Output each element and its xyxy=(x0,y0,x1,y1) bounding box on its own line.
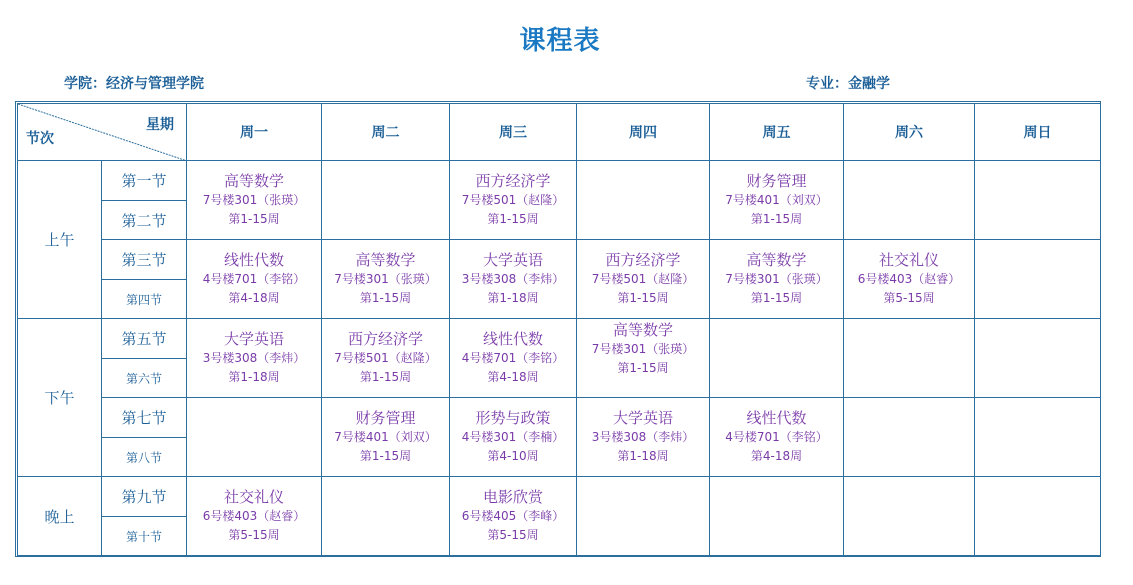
course-name: 高等数学 xyxy=(612,321,673,339)
empty-cell xyxy=(975,398,1101,477)
course-name: 社交礼仪 xyxy=(223,487,284,506)
course-weeks: 第4-18周 xyxy=(228,290,280,305)
course-room: 3号楼308（李炜） xyxy=(461,271,565,286)
course-weeks: 第1-15周 xyxy=(228,211,280,226)
course-name: 线性代数 xyxy=(482,329,543,348)
empty-cell xyxy=(975,319,1101,398)
empty-cell xyxy=(322,161,450,240)
course-name: 高等数学 xyxy=(746,250,807,269)
course-room: 7号楼301（张瑛） xyxy=(334,271,437,286)
period-label: 第十节 xyxy=(102,517,187,556)
corner-cell xyxy=(18,104,187,161)
course-cell xyxy=(187,161,322,240)
session-evening: 晚上 xyxy=(18,477,102,556)
empty-cell xyxy=(322,477,450,556)
course-weeks: 第1-15周 xyxy=(750,211,803,226)
course-weeks: 第1-15周 xyxy=(750,290,803,305)
day-header: 周日 xyxy=(975,104,1101,161)
timetable xyxy=(17,103,1101,556)
course-room: 3号楼308（李炜） xyxy=(202,350,306,365)
empty-cell xyxy=(844,477,975,556)
course-name: 电影欣赏 xyxy=(482,487,543,506)
empty-cell xyxy=(187,398,322,477)
empty-cell xyxy=(975,161,1101,240)
course-cell xyxy=(577,398,710,477)
course-name: 大学英语 xyxy=(223,329,284,348)
empty-cell xyxy=(577,161,710,240)
period-label: 第四节 xyxy=(102,280,187,319)
course-room: 4号楼701（李铭） xyxy=(202,271,306,286)
period-label: 第一节 xyxy=(102,161,187,201)
course-weeks: 第1-15周 xyxy=(617,361,669,375)
course-weeks: 第1-15周 xyxy=(359,369,412,384)
course-room: 7号楼501（赵隆） xyxy=(461,192,565,207)
course-cell xyxy=(710,161,844,240)
course-weeks: 第4-18周 xyxy=(750,448,803,463)
empty-cell xyxy=(975,240,1101,319)
table-row xyxy=(18,477,1101,517)
period-label: 第九节 xyxy=(102,477,187,517)
course-weeks: 第1-18周 xyxy=(487,290,539,305)
empty-cell xyxy=(710,477,844,556)
course-cell xyxy=(577,240,710,319)
course-name: 线性代数 xyxy=(746,408,807,427)
course-name: 西方经济学 xyxy=(605,250,681,269)
course-cell xyxy=(577,319,710,398)
course-room: 7号楼301（张瑛） xyxy=(202,192,306,207)
course-cell xyxy=(322,398,450,477)
period-label: 节次 xyxy=(26,131,54,147)
period-label: 第二节 xyxy=(102,201,187,240)
table-row xyxy=(18,319,1101,359)
course-room: 4号楼701（李铭） xyxy=(461,350,565,365)
college-label: 学院：经济与管理学院 xyxy=(64,76,204,92)
period-label: 第五节 xyxy=(102,319,187,359)
course-name: 西方经济学 xyxy=(475,171,551,190)
session-afternoon: 下午 xyxy=(18,319,102,477)
empty-cell xyxy=(844,319,975,398)
empty-cell xyxy=(577,477,710,556)
course-weeks: 第1-15周 xyxy=(359,290,412,305)
header-row xyxy=(18,104,1101,161)
course-weeks: 第4-10周 xyxy=(487,448,539,463)
course-weeks: 第4-18周 xyxy=(487,369,539,384)
course-room: 7号楼401（刘双） xyxy=(334,429,437,444)
empty-cell xyxy=(975,477,1101,556)
course-room: 7号楼401（刘双） xyxy=(725,192,828,207)
day-header: 周三 xyxy=(450,104,577,161)
page-title: 课程表 xyxy=(519,26,601,56)
course-room: 7号楼301（张瑛） xyxy=(591,342,695,356)
course-name: 高等数学 xyxy=(223,171,284,190)
course-room: 4号楼301（李楠） xyxy=(461,429,565,444)
course-weeks: 第1-15周 xyxy=(617,290,669,305)
course-room: 6号楼403（赵睿） xyxy=(857,271,961,286)
table-row xyxy=(18,161,1101,201)
course-cell xyxy=(450,240,577,319)
course-name: 线性代数 xyxy=(223,250,284,269)
day-header: 周一 xyxy=(187,104,322,161)
period-label: 第六节 xyxy=(102,359,187,398)
day-header: 周四 xyxy=(577,104,710,161)
course-room: 3号楼308（李炜） xyxy=(591,429,695,444)
course-room: 6号楼403（赵睿） xyxy=(202,508,306,523)
course-name: 大学英语 xyxy=(482,250,543,269)
course-room: 4号楼701（李铭） xyxy=(725,429,828,444)
course-name: 西方经济学 xyxy=(347,329,423,348)
course-cell xyxy=(844,240,975,319)
course-name: 高等数学 xyxy=(355,250,416,269)
course-cell xyxy=(450,319,577,398)
course-cell xyxy=(322,319,450,398)
course-weeks: 第5-15周 xyxy=(487,527,539,542)
day-header: 周五 xyxy=(710,104,844,161)
course-room: 6号楼405（李峰） xyxy=(461,508,565,523)
course-cell xyxy=(187,477,322,556)
course-weeks: 第5-15周 xyxy=(883,290,935,305)
course-weeks: 第1-18周 xyxy=(617,448,669,463)
empty-cell xyxy=(844,398,975,477)
table-row xyxy=(18,240,1101,280)
course-cell xyxy=(710,398,844,477)
course-weeks: 第1-18周 xyxy=(228,369,280,384)
course-weeks: 第1-15周 xyxy=(359,448,412,463)
session-morning: 上午 xyxy=(18,161,102,319)
period-label: 第八节 xyxy=(102,438,187,477)
day-header: 周六 xyxy=(844,104,975,161)
course-name: 形势与政策 xyxy=(475,408,551,427)
period-label: 第三节 xyxy=(102,240,187,280)
course-name: 财务管理 xyxy=(355,408,416,427)
course-cell xyxy=(710,240,844,319)
course-cell xyxy=(450,398,577,477)
table-row xyxy=(18,398,1101,438)
course-cell xyxy=(322,240,450,319)
course-weeks: 第1-15周 xyxy=(487,211,539,226)
course-name: 财务管理 xyxy=(746,171,807,190)
day-header: 周二 xyxy=(322,104,450,161)
empty-cell xyxy=(710,319,844,398)
period-label: 第七节 xyxy=(102,398,187,438)
course-room: 7号楼501（赵隆） xyxy=(334,350,437,365)
course-cell xyxy=(450,161,577,240)
empty-cell xyxy=(844,161,975,240)
course-cell xyxy=(450,477,577,556)
course-room: 7号楼301（张瑛） xyxy=(725,271,828,286)
course-cell xyxy=(187,240,322,319)
week-label: 星期 xyxy=(146,117,174,133)
major-label: 专业：金融学 xyxy=(806,76,890,92)
course-name: 大学英语 xyxy=(612,408,673,427)
course-cell xyxy=(187,319,322,398)
course-weeks: 第5-15周 xyxy=(228,527,280,542)
course-name: 社交礼仪 xyxy=(878,250,939,269)
course-room: 7号楼501（赵隆） xyxy=(591,271,695,286)
